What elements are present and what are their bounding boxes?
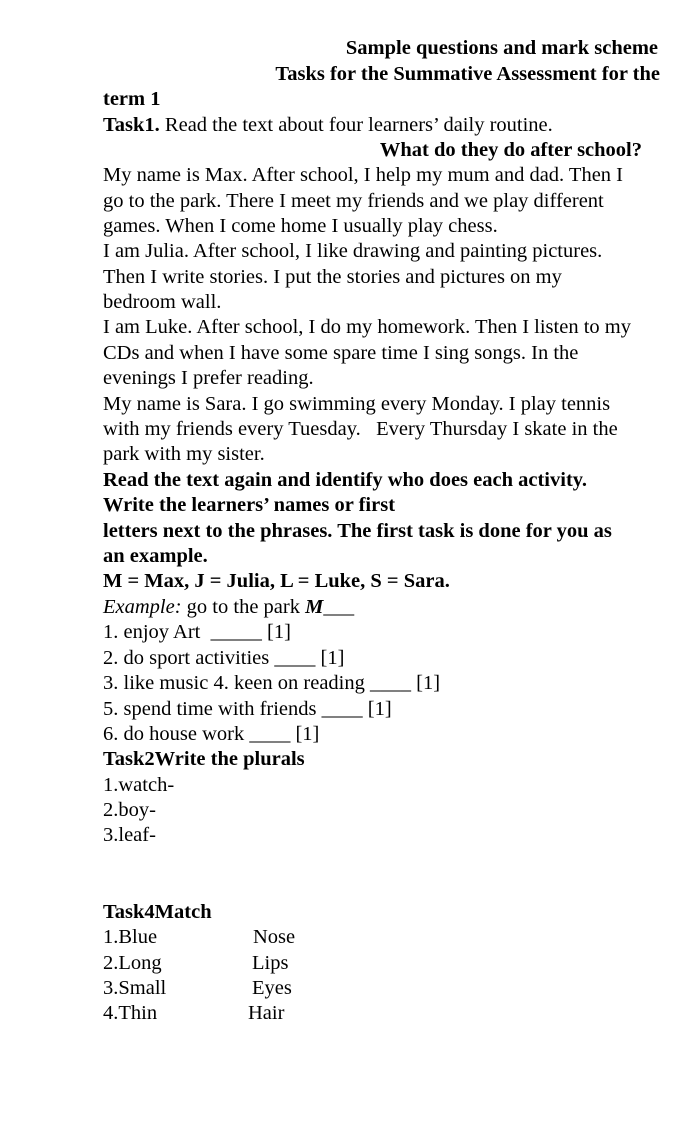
- task2-item: 3.leaf-: [103, 824, 156, 846]
- text-line: Then I write stories. I put the stories and pictures on my: [103, 266, 562, 288]
- task2-title: Task2Write the plurals: [103, 748, 305, 770]
- match-left-item: 3.Small: [103, 977, 167, 999]
- instruction-line: an example.: [103, 545, 208, 567]
- match-right-item: Eyes: [252, 977, 292, 999]
- match-left-item: 1.Blue: [103, 926, 158, 948]
- task1-label: Task1.: [103, 114, 160, 136]
- task1-question: What do they do after school?: [379, 139, 642, 161]
- task2-item: 1.watch-: [103, 774, 175, 796]
- text-line: CDs and when I have some spare time I sing songs. In the: [103, 342, 579, 364]
- instruction-line: letters next to the phrases. The first task is done for you as: [103, 520, 612, 542]
- task1-item: 2. do sport activities ____ [1]: [103, 647, 345, 669]
- text-line: evenings I prefer reading.: [103, 367, 314, 389]
- text-line: I am Julia. After school, I like drawing and painting pictures.: [103, 240, 603, 262]
- task4-title: Task4Match: [103, 901, 212, 923]
- header-subtitle: Tasks for the Summative Assessment for the: [275, 63, 660, 85]
- example-answer: M: [305, 596, 324, 618]
- task1-item: 1. enjoy Art _____ [1]: [103, 621, 291, 643]
- text-line: with my friends every Tuesday. Every Thursday I skate in the: [103, 418, 618, 440]
- match-right-item: Lips: [252, 952, 289, 974]
- task2-item: 2.boy-: [103, 799, 156, 821]
- task1-item: 6. do house work ____ [1]: [103, 723, 320, 745]
- name-key: M = Max, J = Julia, L = Luke, S = Sara.: [103, 570, 450, 592]
- match-right-item: Nose: [253, 926, 296, 948]
- text-line: My name is Sara. I go swimming every Monday. I play tennis: [103, 393, 611, 415]
- match-left-item: 4.Thin: [103, 1002, 158, 1024]
- example-blank: ___: [323, 596, 355, 618]
- example-label: Example:: [103, 596, 182, 618]
- task1-item: 3. like music 4. keen on reading ____ [1]: [103, 672, 441, 694]
- header-term: term 1: [103, 88, 161, 110]
- text-line: park with my sister.: [103, 443, 265, 465]
- text-line: go to the park. There I meet my friends and we play different: [103, 190, 604, 212]
- example-line: [103, 595, 354, 620]
- match-right-item: Hair: [248, 1002, 285, 1024]
- instruction-line: Write the learners’ names or first: [103, 494, 396, 516]
- text-line: My name is Max. After school, I help my mum and dad. Then I: [103, 164, 623, 186]
- text-line: bedroom wall.: [103, 291, 222, 313]
- task1-instruction: Read the text about four learners’ daily routine.: [159, 114, 553, 136]
- match-left-item: 2.Long: [103, 952, 162, 974]
- instruction-line: Read the text again and identify who does each activity.: [103, 469, 588, 491]
- task1-item: 5. spend time with friends ____ [1]: [103, 698, 392, 720]
- text-line: games. When I come home I usually play chess.: [103, 215, 498, 237]
- task1-heading: [103, 113, 553, 138]
- example-text: go to the park: [181, 596, 306, 618]
- text-line: I am Luke. After school, I do my homework. Then I listen to my: [103, 316, 631, 338]
- header-title: Sample questions and mark scheme: [345, 37, 658, 59]
